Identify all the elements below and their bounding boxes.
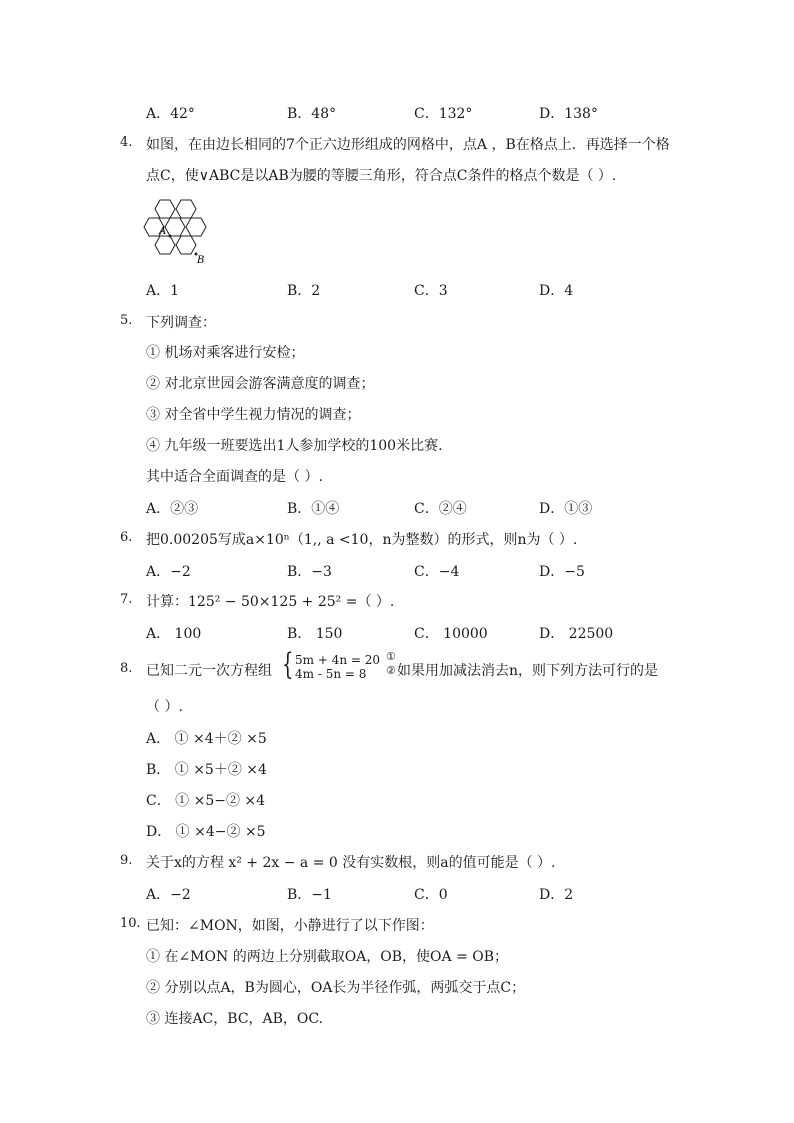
q8-option-a: A． ① ×4＋② ×5 bbox=[146, 731, 267, 747]
q8-mark-1: ① bbox=[386, 650, 396, 663]
q9-option-a: A．−2 bbox=[146, 887, 191, 903]
q10-step-3: ③ 连接AC，BC，AB，OC. bbox=[146, 1011, 324, 1027]
q4-text-line1: 如图，在由边长相同的7个正六边形组成的网格中，点A ，B在格点上．再选择一个格 bbox=[146, 137, 670, 153]
q9-number: 9. bbox=[120, 853, 133, 868]
q10-number: 10. bbox=[120, 916, 141, 931]
q3-option-a: A．42° bbox=[146, 106, 195, 122]
q8-option-b: B． ① ×5＋② ×4 bbox=[146, 762, 267, 778]
q7-option-b: B． 150 bbox=[287, 626, 343, 642]
hexagon-grid-figure bbox=[143, 197, 219, 265]
q6-number: 6. bbox=[120, 530, 133, 545]
q8-option-c: C． ① ×5−② ×4 bbox=[146, 793, 266, 809]
point-a-label: A bbox=[159, 226, 167, 237]
q9-text: 关于x的方程 x² + 2x − a = 0 没有实数根，则a的值可能是（ ）. bbox=[146, 855, 556, 871]
q5-question: 其中适合全面调查的是（ ）. bbox=[146, 469, 323, 485]
q5-item-4: ④ 九年级一班要选出1人参加学校的100米比赛. bbox=[146, 438, 443, 454]
q7-number: 7. bbox=[120, 592, 133, 607]
q4-option-a: A．1 bbox=[146, 283, 180, 299]
q7-text: 计算：125² − 50×125 + 25² =（ ）. bbox=[146, 594, 395, 610]
q7-option-c: C． 10000 bbox=[414, 626, 488, 642]
q8-number: 8. bbox=[120, 661, 133, 676]
q8-prefix: 已知二元一次方程组 bbox=[146, 663, 272, 679]
q3-option-b: B．48° bbox=[287, 106, 337, 122]
q5-number: 5. bbox=[120, 313, 133, 328]
q5-item-2: ② 对北京世园会游客满意度的调查； bbox=[146, 376, 375, 392]
q5-item-3: ③ 对全省中学生视力情况的调查； bbox=[146, 407, 361, 423]
q9-option-c: C．0 bbox=[414, 887, 448, 903]
q7-option-a: A． 100 bbox=[146, 626, 202, 642]
q5-item-1: ① 机场对乘客进行安检； bbox=[146, 345, 305, 361]
q8-option-d: D． ① ×4−② ×5 bbox=[146, 824, 266, 840]
q10-step-1: ① 在∠MON 的两边上分别截取OA，OB，使OA = OB； bbox=[146, 949, 509, 965]
point-b-label: B bbox=[197, 255, 205, 265]
q6-text: 把0.00205写成a×10ⁿ（1,, a <10，n为整数）的形式，则n为（ ）. bbox=[146, 532, 578, 548]
equation-system-brace: { bbox=[282, 647, 294, 682]
q8-line2: （ ）. bbox=[146, 699, 183, 715]
q7-option-d: D． 22500 bbox=[539, 626, 614, 642]
q10-text: 已知：∠MON，如图，小静进行了以下作图： bbox=[146, 918, 434, 934]
q4-number: 4. bbox=[120, 135, 133, 150]
q5-option-d: D．①③ bbox=[539, 501, 593, 517]
q9-option-b: B．−1 bbox=[287, 887, 332, 903]
q9-option-d: D．2 bbox=[539, 887, 574, 903]
q4-option-d: D．4 bbox=[539, 283, 574, 299]
q5-option-c: C．②④ bbox=[414, 501, 467, 517]
q4-option-b: B．2 bbox=[287, 283, 321, 299]
q8-equation-2: 4m - 5n = 8 bbox=[295, 667, 367, 681]
q5-title: 下列调查： bbox=[146, 315, 216, 331]
q5-option-b: B．①④ bbox=[287, 501, 340, 517]
q8-suffix: 如果用加减法消去n，则下列方法可行的是 bbox=[397, 663, 659, 679]
q3-option-c: C．132° bbox=[414, 106, 473, 122]
q3-option-d: D．138° bbox=[539, 106, 598, 122]
q8-equation-1: 5m + 4n = 20 bbox=[295, 653, 381, 667]
q6-option-d: D．−5 bbox=[539, 564, 585, 580]
q4-option-c: C．3 bbox=[414, 283, 448, 299]
q6-option-b: B．−3 bbox=[287, 564, 332, 580]
q8-mark-2: ② bbox=[386, 664, 396, 677]
q6-option-a: A．−2 bbox=[146, 564, 191, 580]
q4-text-line2: 点C，使∨ABC是以AB为腰的等腰三角形，符合点C条件的格点个数是（ ）. bbox=[146, 168, 617, 184]
q5-option-a: A．②③ bbox=[146, 501, 199, 517]
q6-option-c: C．−4 bbox=[414, 564, 460, 580]
q10-step-2: ② 分别以点A，B为圆心，OA长为半径作弧，两弧交于点C； bbox=[146, 980, 526, 996]
